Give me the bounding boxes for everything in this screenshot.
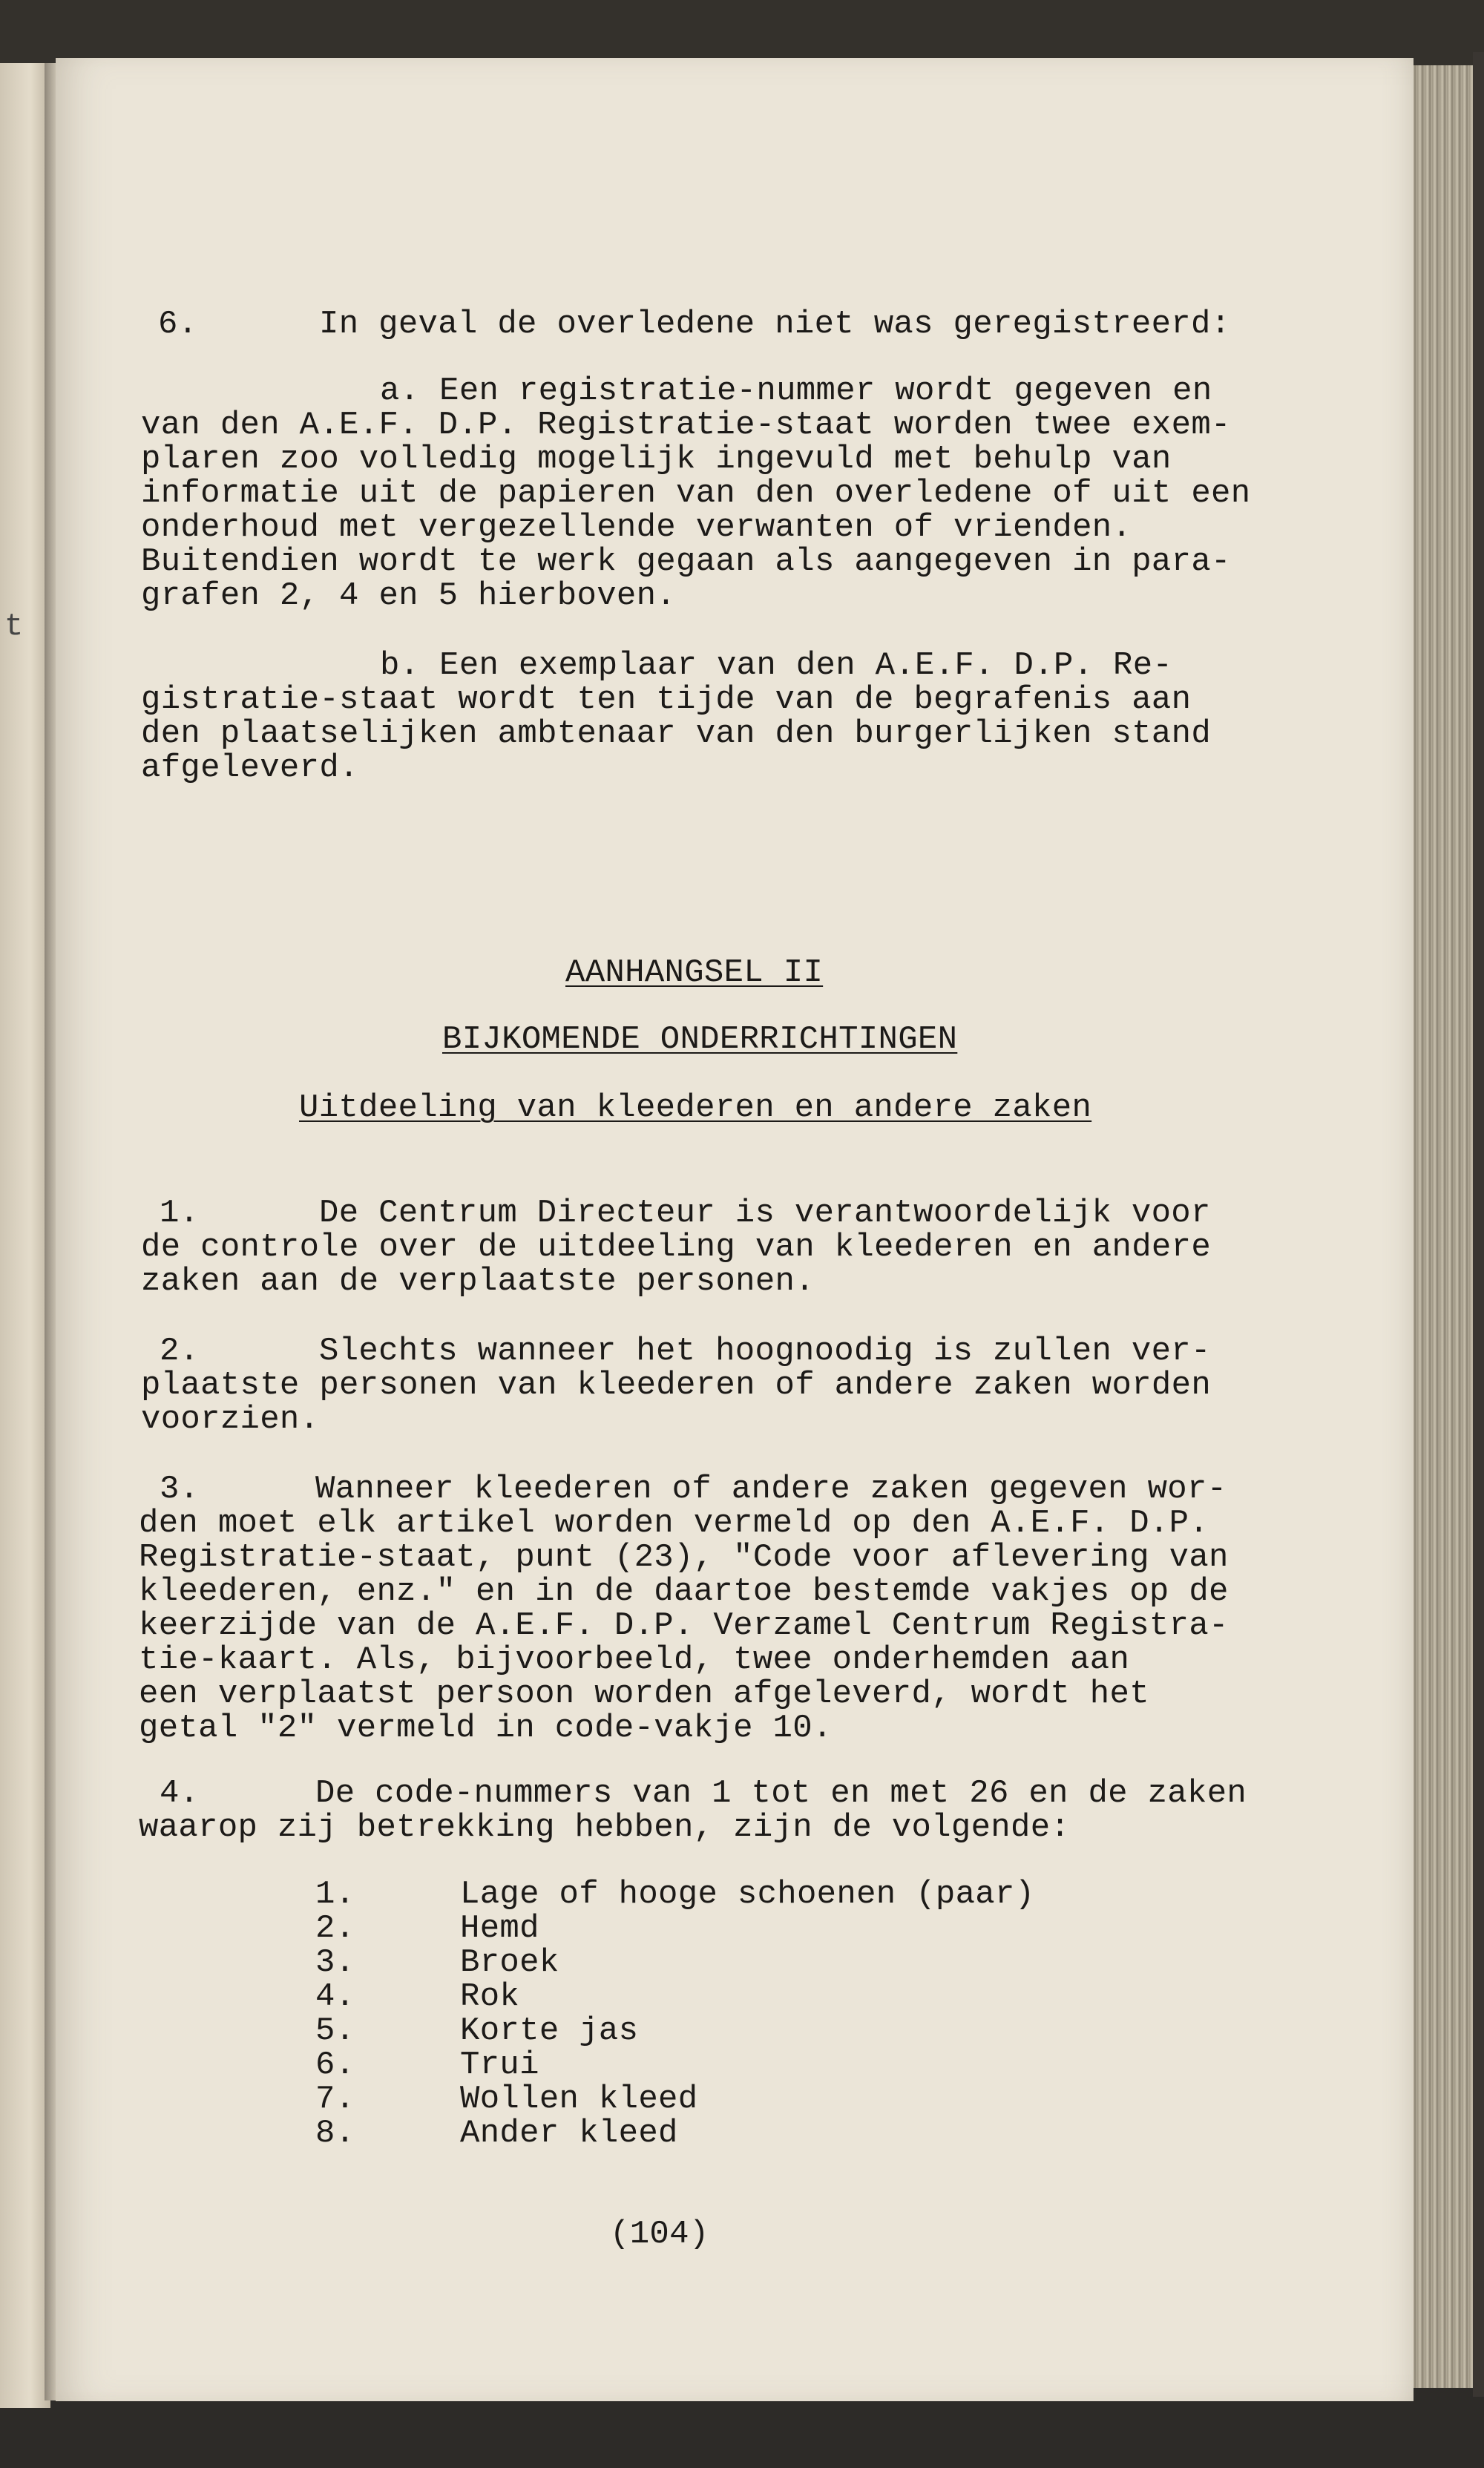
document-page <box>56 58 1414 2401</box>
section-6b-line: den plaatselijken ambtenaar van den burgerlijken stand <box>141 715 1212 752</box>
code-number: 1. <box>315 1876 355 1913</box>
section-6b-line: gistratie-staat wordt ten tijde van de begrafenis aan <box>141 681 1192 718</box>
code-item: Trui <box>460 2047 539 2084</box>
code-number: 2. <box>315 1910 355 1947</box>
code-number: 7. <box>315 2081 355 2118</box>
code-item: Hemd <box>460 1910 539 1947</box>
facing-page-edge <box>0 63 50 2408</box>
page-stack-edge <box>1410 65 1480 2388</box>
paragraph-1-line: zaken aan de verplaatste personen. <box>141 1263 815 1300</box>
code-number: 4. <box>315 1978 355 2015</box>
section-6a-line: van den A.E.F. D.P. Registratie-staat worden twee exem- <box>141 407 1231 444</box>
facing-page-text: t <box>4 608 24 644</box>
paragraph-3-line: Registratie-staat, punt (23), "Code voor aflevering van <box>139 1539 1229 1576</box>
section-6a-line: plaren zoo volledig mogelijk ingevuld met behulp van <box>141 441 1172 478</box>
code-number: 6. <box>315 2047 355 2084</box>
paragraph-2-number: 2. <box>160 1333 200 1370</box>
paragraph-4-number: 4. <box>160 1775 200 1812</box>
section-6a-line: grafen 2, 4 en 5 hierboven. <box>141 577 677 614</box>
paragraph-3-line: getal "2" vermeld in code-vakje 10. <box>139 1710 833 1747</box>
section-6b-line: b. Een exemplaar van den A.E.F. D.P. Re- <box>380 647 1173 684</box>
paragraph-3-line: een verplaatst persoon worden afgeleverd, wordt het <box>139 1676 1149 1713</box>
section-6a-line: informatie uit de papieren van den overledene of uit een <box>141 475 1251 512</box>
appendix-title: AANHANGSEL II <box>565 954 824 991</box>
paragraph-3-line: tie-kaart. Als, bijvoorbeeld, twee onderhemden aan <box>139 1641 1130 1678</box>
paragraph-3-number: 3. <box>160 1471 200 1508</box>
code-item: Wollen kleed <box>460 2081 698 2118</box>
paragraph-3-line: kleederen, enz." en in de daartoe bestemde vakjes op de <box>139 1573 1229 1610</box>
section-6-heading: In geval de overledene niet was geregistreerd: <box>319 306 1231 343</box>
section-6a-line: onderhoud met vergezellende verwanten of vrienden. <box>141 509 1132 546</box>
paragraph-4-line: waarop zij betrekking hebben, zijn de volgende: <box>139 1809 1071 1846</box>
code-number: 5. <box>315 2012 355 2049</box>
code-item: Rok <box>460 1978 520 2015</box>
paragraph-1-number: 1. <box>160 1195 200 1232</box>
code-item: Korte jas <box>460 2012 639 2049</box>
appendix-subtitle: BIJKOMENDE ONDERRICHTINGEN <box>442 1021 958 1058</box>
section-6-number: 6. <box>158 306 198 343</box>
paragraph-1-line: de controle over de uitdeeling van kleederen en andere <box>141 1229 1212 1266</box>
paragraph-3-line: den moet elk artikel worden vermeld op den A.E.F. D.P. <box>139 1505 1209 1542</box>
section-6a-line: a. Een registratie-nummer wordt gegeven en <box>380 373 1212 410</box>
section-6a-line: Buitendien wordt te werk gegaan als aangegeven in para- <box>141 543 1231 580</box>
paragraph-4-line: De code-nummers van 1 tot en met 26 en de zaken <box>315 1775 1247 1812</box>
code-item: Broek <box>460 1944 559 1981</box>
code-item: Ander kleed <box>460 2115 678 2152</box>
book-cover-edge <box>1473 52 1484 2397</box>
code-item: Lage of hooge schoenen (paar) <box>460 1876 1035 1913</box>
paragraph-2-line: plaatste personen van kleederen of andere zaken worden <box>141 1367 1212 1404</box>
paragraph-1-line: De Centrum Directeur is verantwoordelijk voor <box>319 1195 1211 1232</box>
section-6b-line: afgeleverd. <box>141 749 359 787</box>
paragraph-3-line: keerzijde van de A.E.F. D.P. Verzamel Centrum Registra- <box>139 1607 1229 1644</box>
page-number: (104) <box>610 2216 709 2253</box>
paragraph-2-line: voorzien. <box>141 1401 320 1438</box>
paragraph-2-line: Slechts wanneer het hoognoodig is zullen ver- <box>319 1333 1211 1370</box>
code-number: 3. <box>315 1944 355 1981</box>
appendix-heading: Uitdeeling van kleederen en andere zaken <box>299 1089 1092 1126</box>
paragraph-3-line: Wanneer kleederen of andere zaken gegeven wor- <box>315 1471 1227 1508</box>
code-number: 8. <box>315 2115 355 2152</box>
